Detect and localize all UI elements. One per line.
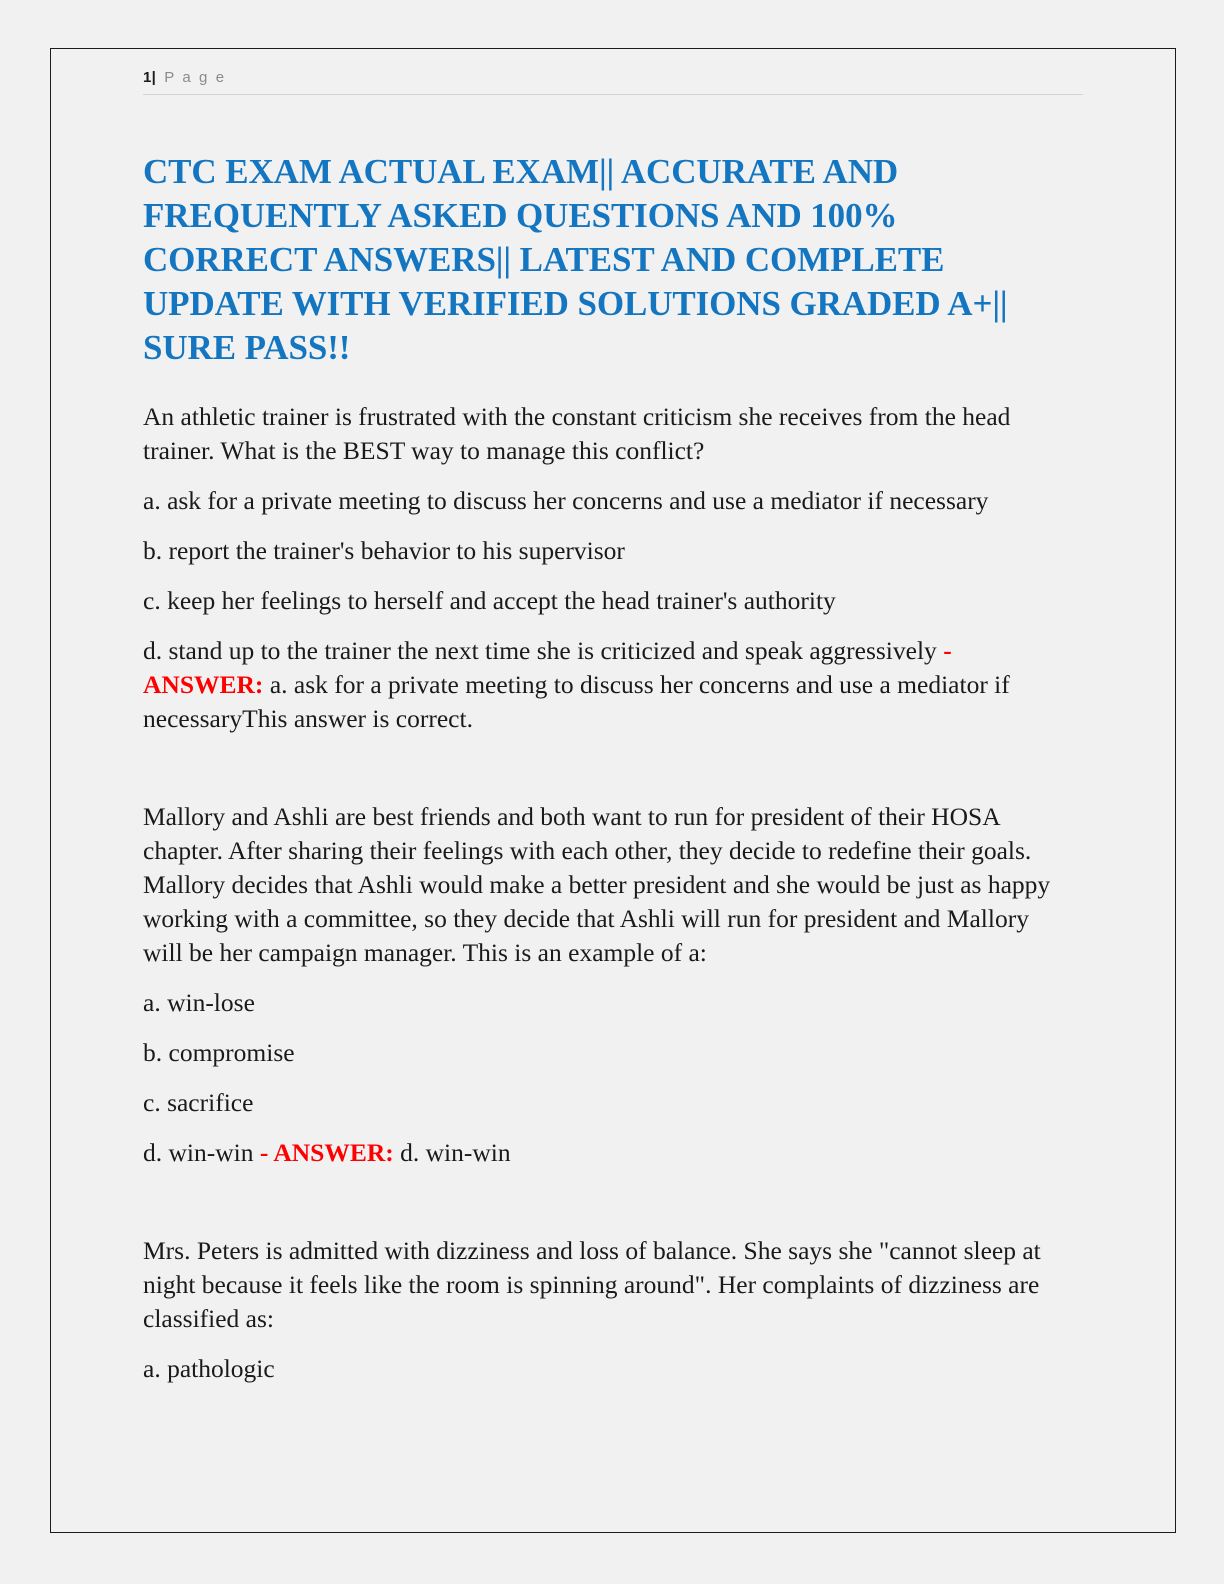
question-answer-line	[143, 634, 1073, 736]
question-option: b. compromise	[143, 1038, 295, 1067]
question-stem: Mrs. Peters is admitted with dizziness and loss of balance. She says she "cannot sleep at night because it feels like the room is spinning around". Her complaints of dizziness are classified as:	[143, 1236, 1041, 1333]
question-option: c. sacrifice	[143, 1088, 254, 1117]
header-divider	[143, 94, 1083, 95]
answer-marker: - ANSWER:	[259, 1138, 394, 1167]
question-block	[143, 800, 1085, 1204]
answer-marker: - ANSWER:	[143, 636, 952, 699]
page-number-header	[143, 70, 1085, 85]
question-option: c. keep her feelings to herself and accept the head trainer's authority	[143, 586, 836, 615]
question-stem: An athletic trainer is frustrated with the constant criticism she receives from the head trainer. What is the BEST way to manage this conflict?	[143, 402, 1011, 465]
question-option: a. win-lose	[143, 988, 255, 1017]
question-stem: Mallory and Ashli are best friends and both want to run for president of their HOSA chapter. After sharing their feelings with each other, they decide to redefine their goals. Mallory decides that Ashli would make a better president and she would be just as happy working with a committee, so they decide that Ashli will run for president and Mallory will be her campaign manager. This is an example of a:	[143, 802, 1051, 967]
question-answer-line	[143, 1136, 1073, 1170]
answer-text: d. win-win	[393, 1138, 511, 1167]
question-block	[143, 400, 1085, 770]
question-option: a. ask for a private meeting to discuss her concerns and use a mediator if necessary	[143, 486, 989, 515]
question-option: a. pathologic	[143, 1354, 275, 1383]
answer-text: a. ask for a private meeting to discuss her concerns and use a mediator if necessaryThis answer is correct.	[143, 670, 1010, 733]
header-page-label: P a g e	[164, 69, 227, 86]
running-header	[143, 70, 1085, 114]
document-page	[50, 48, 1176, 1533]
page-content	[143, 70, 1085, 1386]
header-separator: |	[151, 69, 158, 86]
paragraph-spacer	[143, 736, 1085, 770]
question-option: b. report the trainer's behavior to his supervisor	[143, 536, 625, 565]
question-option: d. stand up to the trainer the next time she is criticized and speak aggressively	[143, 636, 944, 665]
page-title: CTC EXAM ACTUAL EXAM|| ACCURATE AND FREQUENTLY ASKED QUESTIONS AND 100% CORRECT ANSWERS|| LATEST AND COMPLETE UPDATE WITH VERIFIED SOLUTIONS GRADED A+|| SURE PASS!!	[143, 152, 1008, 367]
header-page-number: 1	[143, 69, 152, 86]
paragraph-spacer	[143, 1170, 1085, 1204]
question-block	[143, 1234, 1085, 1386]
question-option: d. win-win	[143, 1138, 260, 1167]
